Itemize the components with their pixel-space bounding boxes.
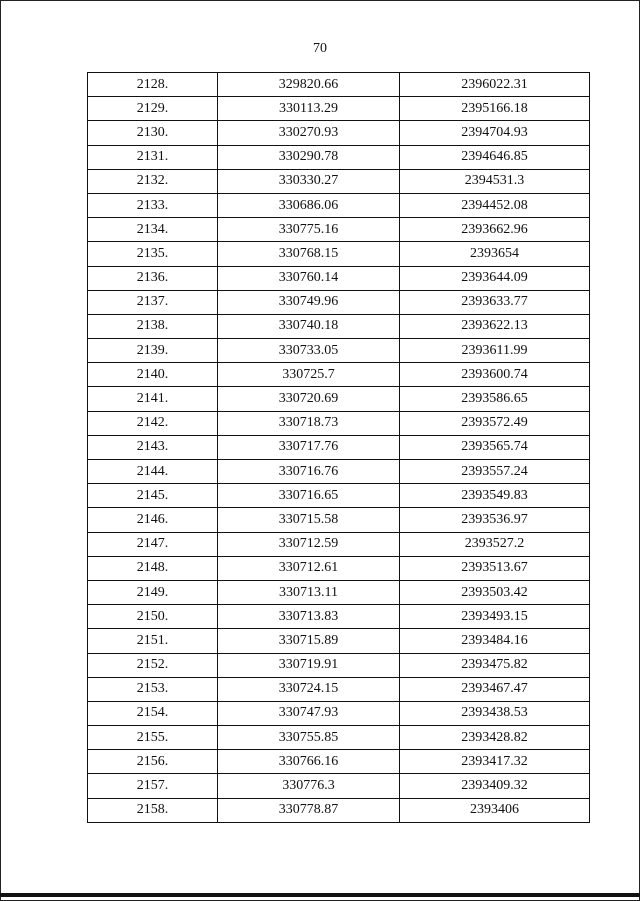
x-coordinate-cell: 330725.7 bbox=[218, 363, 400, 387]
point-number-cell: 2129. bbox=[88, 97, 218, 121]
y-coordinate-cell: 2393572.49 bbox=[400, 411, 590, 435]
y-coordinate-cell: 2393536.97 bbox=[400, 508, 590, 532]
x-coordinate-cell: 329820.66 bbox=[218, 73, 400, 97]
coordinates-table-body bbox=[88, 73, 590, 823]
y-coordinate-cell: 2393557.24 bbox=[400, 460, 590, 484]
point-number-cell: 2147. bbox=[88, 532, 218, 556]
point-number-cell: 2142. bbox=[88, 411, 218, 435]
table-row bbox=[88, 193, 590, 217]
y-coordinate-cell: 2394646.85 bbox=[400, 145, 590, 169]
x-coordinate-cell: 330720.69 bbox=[218, 387, 400, 411]
table-row bbox=[88, 774, 590, 798]
point-number-cell: 2132. bbox=[88, 169, 218, 193]
y-coordinate-cell: 2393622.13 bbox=[400, 314, 590, 338]
x-coordinate-cell: 330775.16 bbox=[218, 218, 400, 242]
y-coordinate-cell: 2394452.08 bbox=[400, 193, 590, 217]
y-coordinate-cell: 2393600.74 bbox=[400, 363, 590, 387]
table-row bbox=[88, 218, 590, 242]
point-number-cell: 2140. bbox=[88, 363, 218, 387]
x-coordinate-cell: 330755.85 bbox=[218, 726, 400, 750]
table-row bbox=[88, 677, 590, 701]
x-coordinate-cell: 330733.05 bbox=[218, 339, 400, 363]
y-coordinate-cell: 2393565.74 bbox=[400, 435, 590, 459]
x-coordinate-cell: 330330.27 bbox=[218, 169, 400, 193]
table-row bbox=[88, 169, 590, 193]
y-coordinate-cell: 2393654 bbox=[400, 242, 590, 266]
table-row bbox=[88, 484, 590, 508]
table-row bbox=[88, 532, 590, 556]
point-number-cell: 2133. bbox=[88, 193, 218, 217]
table-row bbox=[88, 145, 590, 169]
bottom-rule bbox=[0, 893, 640, 897]
table-row bbox=[88, 73, 590, 97]
x-coordinate-cell: 330715.89 bbox=[218, 629, 400, 653]
point-number-cell: 2157. bbox=[88, 774, 218, 798]
page-number: 70 bbox=[313, 41, 327, 56]
point-number-cell: 2150. bbox=[88, 605, 218, 629]
x-coordinate-cell: 330712.59 bbox=[218, 532, 400, 556]
table-row bbox=[88, 411, 590, 435]
y-coordinate-cell: 2393586.65 bbox=[400, 387, 590, 411]
table-row bbox=[88, 798, 590, 822]
x-coordinate-cell: 330719.91 bbox=[218, 653, 400, 677]
x-coordinate-cell: 330716.76 bbox=[218, 460, 400, 484]
x-coordinate-cell: 330778.87 bbox=[218, 798, 400, 822]
x-coordinate-cell: 330740.18 bbox=[218, 314, 400, 338]
table-row bbox=[88, 508, 590, 532]
x-coordinate-cell: 330713.83 bbox=[218, 605, 400, 629]
table-row bbox=[88, 750, 590, 774]
y-coordinate-cell: 2393467.47 bbox=[400, 677, 590, 701]
y-coordinate-cell: 2393662.96 bbox=[400, 218, 590, 242]
point-number-cell: 2148. bbox=[88, 556, 218, 580]
x-coordinate-cell: 330716.65 bbox=[218, 484, 400, 508]
table-row bbox=[88, 387, 590, 411]
y-coordinate-cell: 2393549.83 bbox=[400, 484, 590, 508]
point-number-cell: 2154. bbox=[88, 701, 218, 725]
y-coordinate-cell: 2393409.32 bbox=[400, 774, 590, 798]
table-row bbox=[88, 339, 590, 363]
y-coordinate-cell: 2394704.93 bbox=[400, 121, 590, 145]
y-coordinate-cell: 2396022.31 bbox=[400, 73, 590, 97]
y-coordinate-cell: 2393417.32 bbox=[400, 750, 590, 774]
point-number-cell: 2146. bbox=[88, 508, 218, 532]
x-coordinate-cell: 330113.29 bbox=[218, 97, 400, 121]
y-coordinate-cell: 2393406 bbox=[400, 798, 590, 822]
y-coordinate-cell: 2393611.99 bbox=[400, 339, 590, 363]
y-coordinate-cell: 2393527.2 bbox=[400, 532, 590, 556]
y-coordinate-cell: 2393428.82 bbox=[400, 726, 590, 750]
y-coordinate-cell: 2393493.15 bbox=[400, 605, 590, 629]
x-coordinate-cell: 330717.76 bbox=[218, 435, 400, 459]
point-number-cell: 2155. bbox=[88, 726, 218, 750]
table-row bbox=[88, 605, 590, 629]
x-coordinate-cell: 330715.58 bbox=[218, 508, 400, 532]
point-number-cell: 2153. bbox=[88, 677, 218, 701]
point-number-cell: 2139. bbox=[88, 339, 218, 363]
point-number-cell: 2145. bbox=[88, 484, 218, 508]
x-coordinate-cell: 330270.93 bbox=[218, 121, 400, 145]
point-number-cell: 2136. bbox=[88, 266, 218, 290]
x-coordinate-cell: 330760.14 bbox=[218, 266, 400, 290]
table-row bbox=[88, 726, 590, 750]
point-number-cell: 2128. bbox=[88, 73, 218, 97]
table-row bbox=[88, 435, 590, 459]
table-row bbox=[88, 242, 590, 266]
table-row bbox=[88, 629, 590, 653]
y-coordinate-cell: 2395166.18 bbox=[400, 97, 590, 121]
table-row bbox=[88, 290, 590, 314]
point-number-cell: 2156. bbox=[88, 750, 218, 774]
x-coordinate-cell: 330290.78 bbox=[218, 145, 400, 169]
x-coordinate-cell: 330686.06 bbox=[218, 193, 400, 217]
x-coordinate-cell: 330776.3 bbox=[218, 774, 400, 798]
x-coordinate-cell: 330747.93 bbox=[218, 701, 400, 725]
table-row bbox=[88, 460, 590, 484]
x-coordinate-cell: 330724.15 bbox=[218, 677, 400, 701]
table-row bbox=[88, 580, 590, 604]
table-row bbox=[88, 121, 590, 145]
point-number-cell: 2135. bbox=[88, 242, 218, 266]
table-row bbox=[88, 97, 590, 121]
point-number-cell: 2130. bbox=[88, 121, 218, 145]
x-coordinate-cell: 330712.61 bbox=[218, 556, 400, 580]
y-coordinate-cell: 2394531.3 bbox=[400, 169, 590, 193]
x-coordinate-cell: 330768.15 bbox=[218, 242, 400, 266]
y-coordinate-cell: 2393513.67 bbox=[400, 556, 590, 580]
table-row bbox=[88, 653, 590, 677]
y-coordinate-cell: 2393633.77 bbox=[400, 290, 590, 314]
y-coordinate-cell: 2393475.82 bbox=[400, 653, 590, 677]
table-row bbox=[88, 266, 590, 290]
y-coordinate-cell: 2393438.53 bbox=[400, 701, 590, 725]
point-number-cell: 2143. bbox=[88, 435, 218, 459]
point-number-cell: 2134. bbox=[88, 218, 218, 242]
table-row bbox=[88, 314, 590, 338]
x-coordinate-cell: 330766.16 bbox=[218, 750, 400, 774]
table-row bbox=[88, 363, 590, 387]
point-number-cell: 2151. bbox=[88, 629, 218, 653]
point-number-cell: 2152. bbox=[88, 653, 218, 677]
point-number-cell: 2141. bbox=[88, 387, 218, 411]
y-coordinate-cell: 2393644.09 bbox=[400, 266, 590, 290]
point-number-cell: 2158. bbox=[88, 798, 218, 822]
point-number-cell: 2137. bbox=[88, 290, 218, 314]
x-coordinate-cell: 330718.73 bbox=[218, 411, 400, 435]
y-coordinate-cell: 2393503.42 bbox=[400, 580, 590, 604]
x-coordinate-cell: 330749.96 bbox=[218, 290, 400, 314]
point-number-cell: 2144. bbox=[88, 460, 218, 484]
table-row bbox=[88, 701, 590, 725]
coordinates-table bbox=[87, 72, 590, 823]
x-coordinate-cell: 330713.11 bbox=[218, 580, 400, 604]
point-number-cell: 2138. bbox=[88, 314, 218, 338]
point-number-cell: 2149. bbox=[88, 580, 218, 604]
table-row bbox=[88, 556, 590, 580]
point-number-cell: 2131. bbox=[88, 145, 218, 169]
y-coordinate-cell: 2393484.16 bbox=[400, 629, 590, 653]
